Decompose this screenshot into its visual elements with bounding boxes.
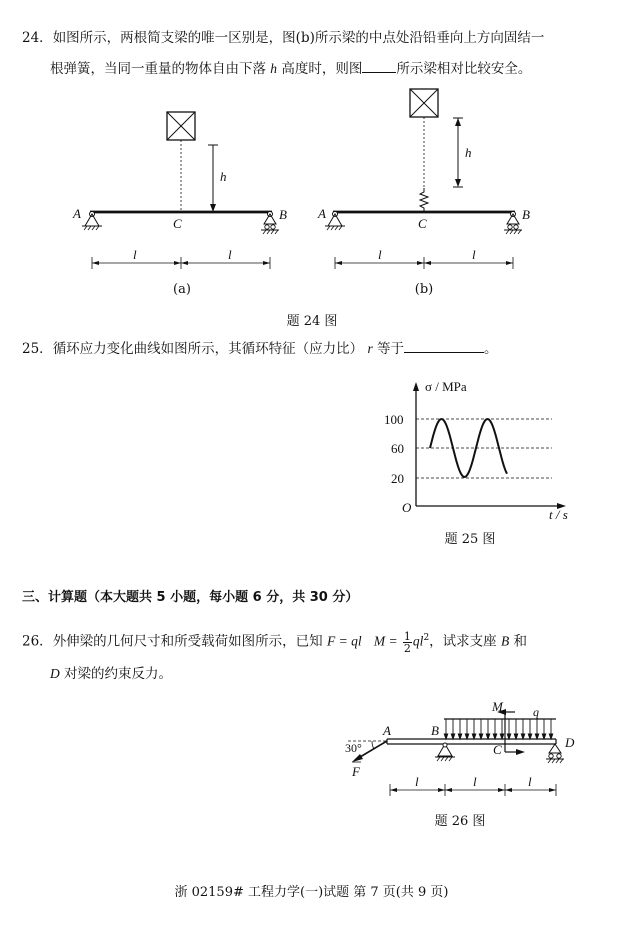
fig24-caption: 题 24 图 xyxy=(286,314,338,329)
load-arrow-head xyxy=(528,734,532,739)
label-l-a2: l xyxy=(228,247,232,262)
q26-F-expr: F = ql xyxy=(326,633,362,649)
label-l-b1: l xyxy=(378,247,382,262)
load-arrow-head xyxy=(514,734,518,739)
label-C-26: C xyxy=(493,742,502,757)
q26-var-B: B xyxy=(500,633,510,649)
label-l-26c: l xyxy=(528,774,532,789)
q25-text-end: 。 xyxy=(484,341,498,357)
tick-100: 100 xyxy=(384,412,404,427)
fig24b-label: (b) xyxy=(414,282,434,297)
label-l-26a: l xyxy=(415,774,419,789)
label-l-b2: l xyxy=(472,247,476,262)
label-angle: 30° xyxy=(345,741,362,755)
load-arrow-head xyxy=(458,734,462,739)
label-A-b: A xyxy=(318,206,326,221)
label-B-b: B xyxy=(522,207,530,222)
label-h-a: h xyxy=(220,169,227,184)
q24-text-2c: 所示梁相对比较安全。 xyxy=(396,61,532,77)
q26-text-d: 对梁的约束反力。 xyxy=(64,666,173,682)
label-M: M xyxy=(492,699,503,714)
load-arrow-head xyxy=(507,734,511,739)
label-B-26: B xyxy=(431,723,439,738)
label-l-26b: l xyxy=(473,774,477,789)
q26-M-lhs: M = xyxy=(373,633,398,649)
label-A-26: A xyxy=(383,723,391,738)
label-h-b: h xyxy=(465,145,472,160)
q24-text-2b: 高度时，则图 xyxy=(281,61,363,77)
label-C-a: C xyxy=(173,216,182,231)
tick-20: 20 xyxy=(391,471,404,486)
q26-text-c: 和 xyxy=(513,633,528,650)
fig26-caption: 题 26 图 xyxy=(434,814,486,829)
q24-number: 24． xyxy=(22,30,53,46)
load-arrow-head xyxy=(479,734,483,739)
label-F: F xyxy=(352,764,360,779)
label-A-a: A xyxy=(73,206,81,221)
q26-text-a: 外伸梁的几何尺寸和所受载荷如图所示，已知 xyxy=(52,633,323,650)
load-arrow-head xyxy=(465,734,469,739)
q25-ylabel: σ / MPa xyxy=(425,379,467,394)
origin-O: O xyxy=(402,500,412,515)
fig25-caption: 题 25 图 xyxy=(444,532,496,547)
load-arrow-head xyxy=(535,734,539,739)
q24-text-2a: 根弹簧，当同一重量的物体自由下落 xyxy=(50,61,266,77)
q26-fraction: $\frac{1}{2}$ xyxy=(403,629,411,655)
label-C-b: C xyxy=(418,216,427,231)
load-arrow-head xyxy=(542,734,546,739)
page-footer: 浙 02159# 工程力学(一)试题 第 7 页(共 9 页) xyxy=(174,885,449,900)
section3-title: 三、计算题（本大题共 5 小题，每小题 6 分，共 30 分） xyxy=(22,590,359,605)
q26-M-rhs: ql xyxy=(412,633,424,649)
q24-text-1: 如图所示，两根简支梁的唯一区别是，图(b)所示梁的中点处沿铅垂向上方向固结一 xyxy=(52,30,545,46)
load-arrow-head xyxy=(451,734,455,739)
tick-60: 60 xyxy=(391,441,404,456)
label-l-a1: l xyxy=(133,247,137,262)
load-arrow-head xyxy=(521,734,525,739)
q26-M-exp: 2 xyxy=(423,633,430,643)
load-arrow-head xyxy=(444,734,448,739)
q25-xlabel: t / s xyxy=(549,507,568,522)
q24-var-h: h xyxy=(270,61,278,76)
q26-text-b: ，试求支座 xyxy=(429,633,497,650)
q25-var-r: r xyxy=(367,341,373,356)
load-arrow-head xyxy=(472,734,476,739)
label-B-a: B xyxy=(279,207,287,222)
q25-text-a: 循环应力变化曲线如图所示，其循环特征（应力比） xyxy=(52,341,364,357)
q26-number: 26． xyxy=(22,633,53,650)
label-D-26: D xyxy=(565,735,575,750)
fig24a-label: (a) xyxy=(173,282,191,297)
load-arrow-head xyxy=(500,734,504,739)
q26-var-D: D xyxy=(50,666,60,681)
load-arrow-head xyxy=(486,734,490,739)
q25-number: 25． xyxy=(22,341,53,357)
load-arrow-head xyxy=(493,734,497,739)
q25-text-b: 等于 xyxy=(377,341,405,357)
label-q: q xyxy=(533,705,539,719)
load-arrow-head xyxy=(549,734,553,739)
